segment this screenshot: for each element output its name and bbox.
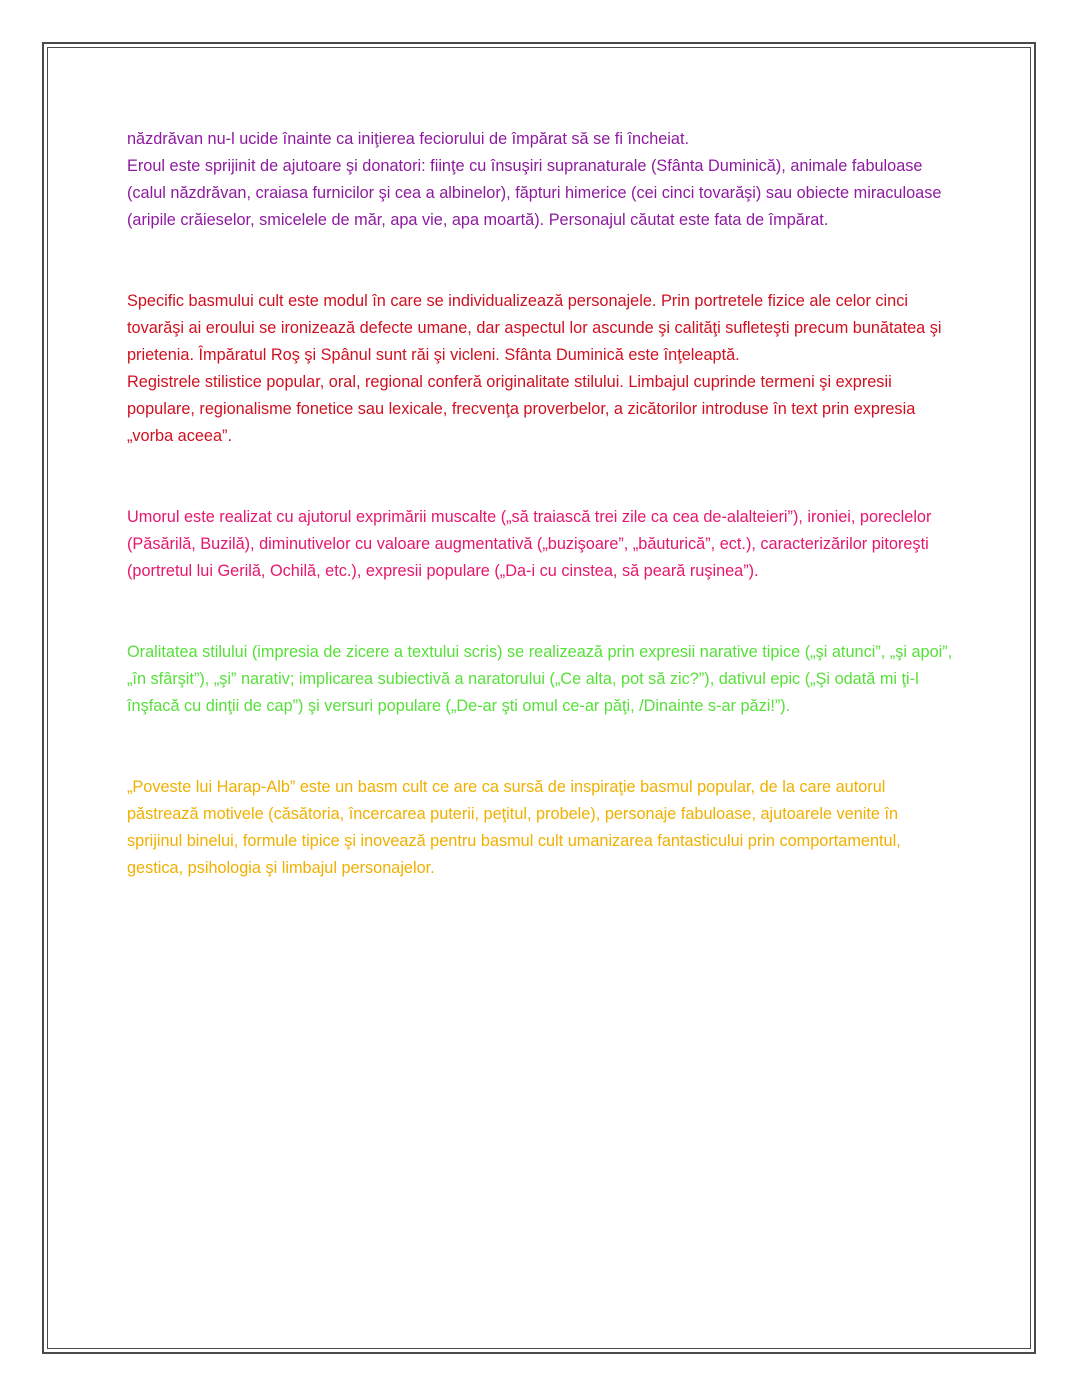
- section-conclusion: [127, 774, 957, 882]
- paragraph-helpers: Eroul este sprijinit de ajutoare şi donatori: fiinţe cu însuşiri supranaturale (Sfânta Duminică), animale fabuloase (calul năzdrăvan, craiasa furnicilor şi cea a albinelor), făpturi himerice (cei cinci tovarăşi) sau obiecte miraculoase (aripile crăieselor, smicelele de măr, apa vie, apa moartă). Personajul căutat este fata de împărat.: [127, 157, 942, 229]
- paragraph-humor: Umorul este realizat cu ajutorul exprimării muscalte („să traiască trei zile ca cea de-alalteieri”), ironiei, poreclelor (Păsărilă, Buzilă), diminutivelor cu valoare augmentativă („buzişoare”, „băuturică”, ect.), caracterizărilor pitoreşti (portretul lui Gerilă, Ochilă, etc.), expresii populare („Da-i cu cinstea, să peară ruşinea”).: [127, 508, 932, 580]
- paragraph-characters: Specific basmului cult este modul în care se individualizează personajele. Prin portretele fizice ale celor cinci tovarăşi ai eroului se ironizează defecte umane, dar aspectul lor ascunde şi calităţi sufleteşti precum bunătatea şi prietenia. Împăratul Roş şi Spânul sunt răi şi vicleni. Sfânta Duminică este înţeleaptă.: [127, 292, 942, 364]
- paragraph-registers: Registrele stilistice popular, oral, regional conferă originalitate stilului. Limbajul cuprinde termeni şi expresii populare, regionalisme fonetice sau lexicale, frecvenţa proverbelor, a zicătorilor introduse în text prin expresia „vorba aceea”.: [127, 373, 916, 445]
- paragraph-conclusion: „Poveste lui Harap-Alb” este un basm cult ce are ca sursă de inspiraţie basmul popular, de la care autorul păstrează motivele (căsătoria, încercarea puterii, peţitul, probele), personaje fabuloase, ajutoarele venite în sprijinul binelui, formule tipice şi inovează pentru basmul cult umanizarea fantasticului prin comportamentul, gestica, psihologia şi limbajul personajelor.: [127, 778, 901, 877]
- section-characters: [127, 288, 957, 450]
- section-helpers: [127, 126, 957, 234]
- paragraph-orality: Oralitatea stilului (impresia de zicere a textului scris) se realizează prin expresii narative tipice („şi atunci”, „şi apoi”, „în sfârşit”), „şi” narativ; implicarea subiectivă a naratorului („Ce alta, pot să zic?”), dativul epic („Şi odată mi ţi-l înşfacă cu dinţii de cap”) şi versuri populare („De-ar şti omul ce-ar păţi, /Dinainte s-ar păzi!”).: [127, 643, 953, 715]
- section-orality: [127, 639, 957, 720]
- paragraph-initiation: năzdrăvan nu-l ucide înainte ca iniţierea feciorului de împărat să se fi încheiat.: [127, 130, 690, 148]
- document-content: [127, 126, 957, 882]
- section-humor: [127, 504, 957, 585]
